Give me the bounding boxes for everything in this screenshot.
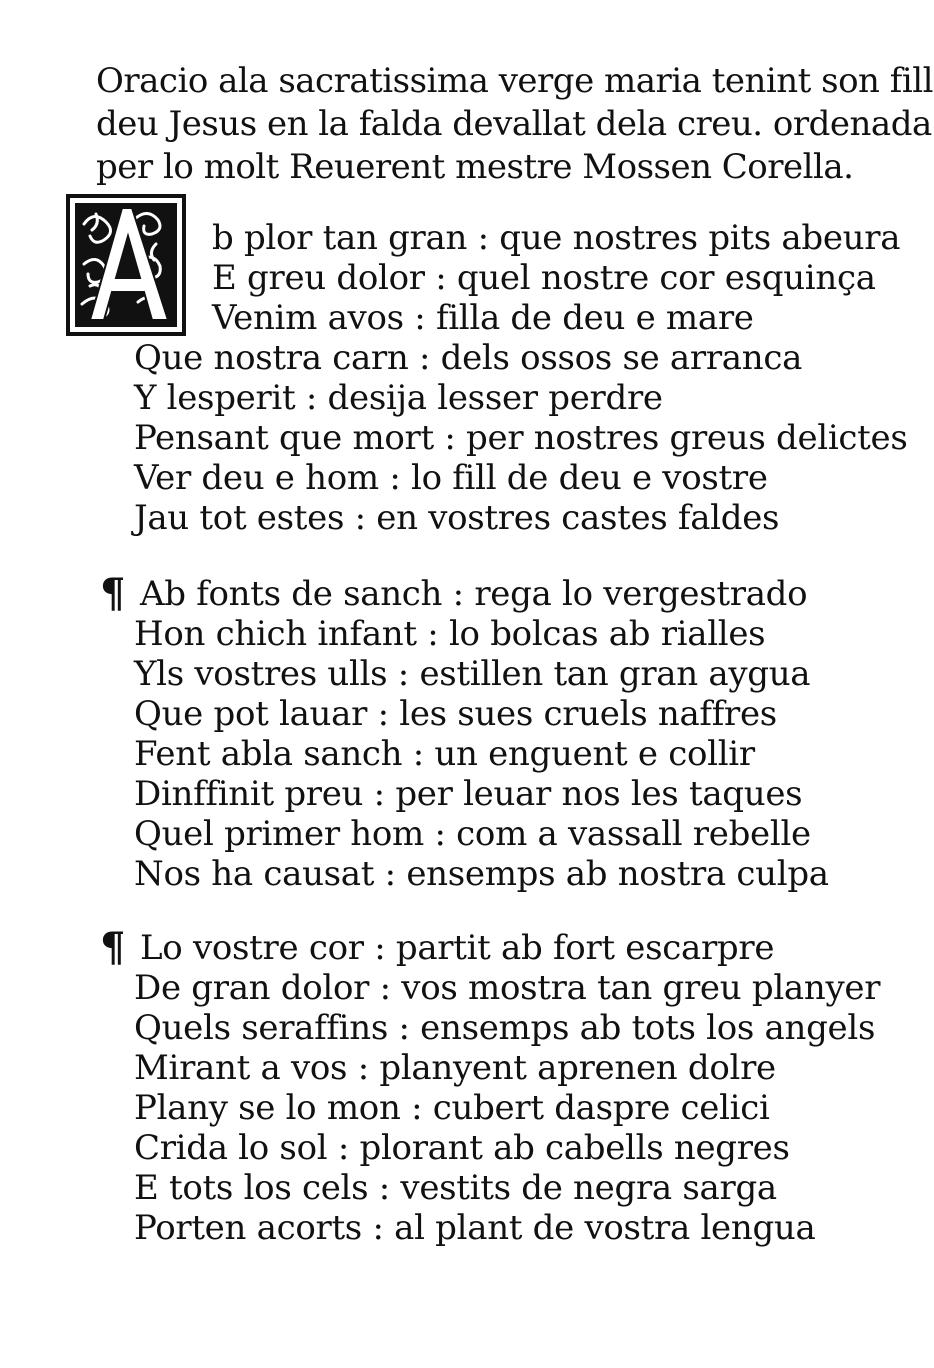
stanza3-line: Quels seraffins : ensemps ab tots los angels (134, 1008, 876, 1048)
stanza1-line: b plor tan gran : que nostres pits abeura (212, 218, 901, 258)
decorated-initial (66, 194, 186, 336)
stanza3-line: Crida lo sol : plorant ab cabells negres (134, 1128, 790, 1168)
stanza3-line: Plany se lo mon : cubert daspre celici (134, 1088, 770, 1128)
stanza1-line: Pensant que mort : per nostres greus delictes (134, 418, 908, 458)
stanza2-line: Yls vostres ulls : estillen tan gran aygua (134, 654, 811, 694)
stanza2-line: Fent abla sanch : un enguent e collir (134, 734, 755, 774)
stanza1-line: Y lesperit : desija lesser perdre (134, 378, 663, 418)
stanza2-line: Quel primer hom : com a vassall rebelle (134, 814, 811, 854)
title-line: per lo molt Reuerent mestre Mossen Corella. (96, 147, 854, 187)
title-line: deu Jesus en la falda devallat dela creu. ordenada (96, 104, 932, 144)
pilcrow-mark: ¶ (100, 570, 126, 617)
stanza1-line: Jau tot estes : en vostres castes faldes (134, 498, 780, 538)
stanza2-line: Nos ha causat : ensemps ab nostra culpa (134, 854, 829, 894)
stanza2-line: Ab fonts de sanch : rega lo vergestrado (140, 574, 808, 614)
stanza3-line: E tots los cels : vestits de negra sarga (134, 1168, 777, 1208)
title-line: Oracio ala sacratissima verge maria tenint son fill (96, 61, 933, 101)
stanza2-line: Dinffinit preu : per leuar nos les taques (134, 774, 803, 814)
document-title (96, 60, 933, 189)
stanza1-line: Ver deu e hom : lo fill de deu e vostre (134, 458, 768, 498)
pilcrow-mark: ¶ (100, 924, 126, 971)
stanza3-line: Porten acorts : al plant de vostra lengua (134, 1208, 816, 1248)
stanza2-line: Hon chich infant : lo bolcas ab rialles (134, 614, 766, 654)
stanza3-line: De gran dolor : vos mostra tan greu planyer (134, 968, 881, 1008)
stanza1-line: E greu dolor : quel nostre cor esquinça (212, 258, 876, 298)
stanza1-line: Que nostra carn : dels ossos se arranca (134, 338, 803, 378)
stanza3-line: Lo vostre cor : partit ab fort escarpre (140, 928, 775, 968)
stanza1-line: Venim avos : filla de deu e mare (212, 298, 754, 338)
stanza2-line: Que pot lauar : les sues cruels naffres (134, 694, 777, 734)
stanza3-line: Mirant a vos : planyent aprenen dolre (134, 1048, 776, 1088)
